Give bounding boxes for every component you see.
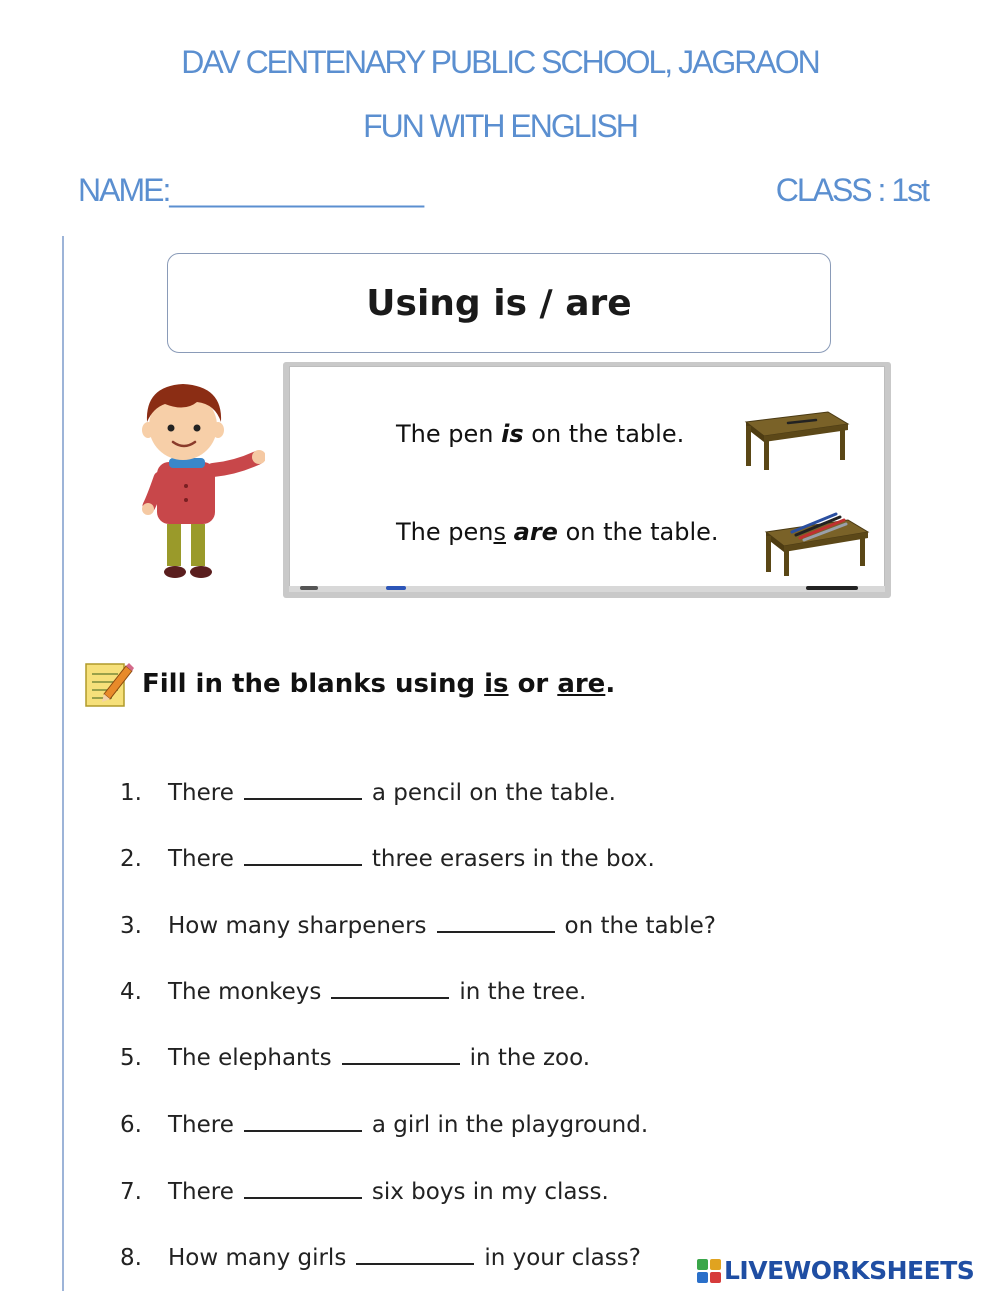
answer-blank[interactable]: [244, 797, 362, 800]
question-4: 4. The monkeys in the tree.: [120, 979, 587, 1005]
answer-blank[interactable]: [437, 930, 555, 933]
eraser-icon: [806, 586, 858, 590]
example-sentence-plural: The pens are on the table.: [396, 518, 719, 546]
answer-blank[interactable]: [244, 863, 362, 866]
whiteboard-tray: [289, 586, 885, 592]
class-label: CLASS : 1st: [775, 172, 928, 208]
answer-blank[interactable]: [244, 1129, 362, 1132]
marker-icon: [300, 586, 318, 590]
question-6: 6. There a girl in the playground.: [120, 1112, 649, 1138]
question-8: 8. How many girls in your class?: [120, 1245, 641, 1271]
margin-line: [62, 236, 64, 1291]
question-5: 5. The elephants in the zoo.: [120, 1045, 591, 1071]
question-2: 2. There three erasers in the box.: [120, 846, 655, 872]
name-field-label: NAME:________________: [78, 172, 423, 208]
question-7: 7. There six boys in my class.: [120, 1179, 609, 1205]
liveworksheets-brand: LIVEWORKSHEETS: [724, 1256, 975, 1285]
liveworksheets-logo[interactable]: [697, 1256, 974, 1285]
example-sentence-singular: The pen is on the table.: [396, 420, 685, 448]
subject-title: FUN WITH ENGLISH: [363, 108, 637, 144]
instructions: [84, 660, 615, 708]
answer-blank[interactable]: [356, 1262, 474, 1265]
lesson-title-box: [167, 253, 831, 353]
answer-blank[interactable]: [244, 1196, 362, 1199]
instruction-text: Fill in the blanks using is or are.: [142, 669, 616, 699]
boy-icon: [135, 378, 265, 583]
lesson-title: Using is / are: [366, 282, 632, 324]
marker-icon: [386, 586, 406, 590]
liveworksheets-logo-icon: [697, 1259, 721, 1283]
answer-blank[interactable]: [342, 1062, 460, 1065]
school-name: DAV CENTENARY PUBLIC SCHOOL, JAGRAON: [181, 44, 819, 80]
notepad-pencil-icon: [84, 660, 134, 708]
question-3: 3. How many sharpeners on the table?: [120, 913, 716, 939]
answer-blank[interactable]: [331, 996, 449, 999]
table-with-pens-icon: [762, 506, 872, 578]
question-1: 1. There a pencil on the table.: [120, 780, 616, 806]
table-icon: [740, 408, 852, 472]
